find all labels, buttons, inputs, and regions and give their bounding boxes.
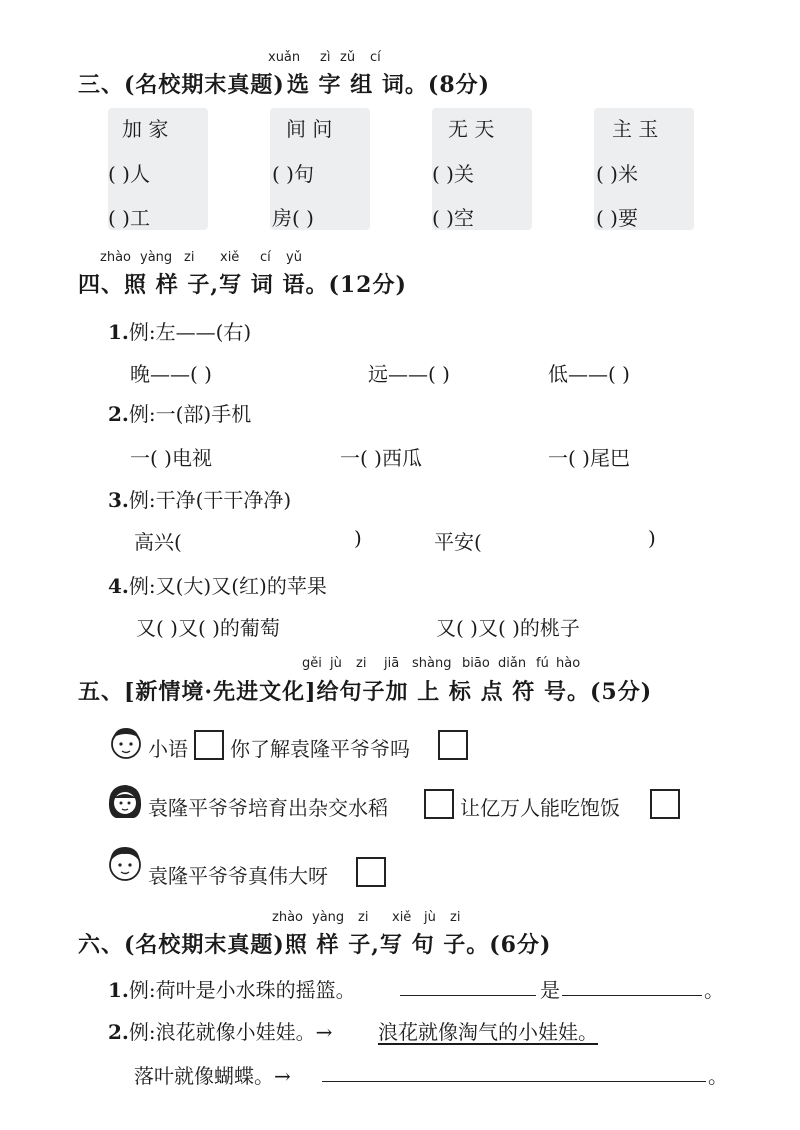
fill-blank[interactable]: 远——( ) [368, 362, 450, 386]
pinyin: zi [184, 250, 195, 265]
pinyin: jiā [384, 656, 400, 671]
pinyin: zi [450, 910, 461, 925]
boy-face-icon [104, 842, 146, 884]
fill-blank[interactable]: ( )句 [272, 162, 314, 186]
dialogue-text: 小语 [148, 737, 188, 761]
pinyin: shàng [412, 656, 452, 671]
punctuation-box[interactable] [438, 730, 468, 760]
fill-blank[interactable]: ( )要 [596, 206, 638, 230]
connector-text: 是 [540, 978, 560, 1002]
section-5-title: 五、[新情境·先进文化]给句子加 上 标 点 符 号。(5分) [78, 679, 653, 705]
fill-blank-open[interactable]: 高兴( [134, 530, 182, 554]
fill-blank[interactable]: 晚——( ) [130, 362, 212, 386]
dialogue-text: 袁隆平爷爷培育出杂交水稻 [148, 796, 388, 820]
question-3-example: 3.例:干净(干干净净) [108, 488, 292, 512]
char-pair: 无 天 [448, 117, 495, 141]
dialogue-text: 袁隆平爷爷真伟大呀 [148, 864, 328, 888]
question-4-example: 4.例:又(大)又(红)的苹果 [108, 574, 327, 598]
fill-blank[interactable]: 一( )西瓜 [340, 446, 422, 470]
section-3-title: 三、(名校期末真题)选 字 组 词。(8分) [78, 72, 491, 98]
pinyin: zi [358, 910, 369, 925]
fill-blank[interactable]: ( )米 [596, 162, 638, 186]
fill-blank-close: ) [648, 526, 656, 550]
question-1-example: 1.例:左——(右) [108, 320, 252, 344]
prompt-text: 落叶就像蝴蝶。→ [134, 1064, 291, 1088]
pinyin: biāo [462, 656, 490, 671]
pinyin: hào [556, 656, 581, 671]
question-2-example: 2.例:一(部)手机 [108, 402, 252, 426]
pinyin: fú [536, 656, 549, 671]
pinyin: xiě [392, 910, 412, 925]
dialogue-text: 你了解袁隆平爷爷吗 [230, 737, 410, 761]
punctuation-box[interactable] [650, 789, 680, 819]
period: 。 [704, 978, 724, 1002]
pinyin: cí [370, 50, 381, 65]
fill-blank[interactable]: 房( ) [272, 206, 314, 230]
answer-line[interactable] [322, 1081, 706, 1082]
pinyin: xuǎn [268, 50, 301, 65]
fill-blank[interactable]: ( )工 [108, 206, 150, 230]
fill-blank-open[interactable]: 平安( [434, 530, 482, 554]
fill-blank[interactable]: 低——( ) [548, 362, 630, 386]
fill-blank-close: ) [354, 526, 362, 550]
pinyin: jù [424, 910, 436, 925]
answer-line[interactable] [400, 995, 536, 996]
fill-blank[interactable]: 一( )尾巴 [548, 446, 630, 470]
char-pair: 间 问 [286, 117, 333, 141]
pinyin: zhào [100, 250, 131, 265]
fill-blank[interactable]: 又( )又( )的桃子 [436, 616, 580, 640]
punctuation-box[interactable] [356, 857, 386, 887]
char-pair: 主 玉 [612, 117, 659, 141]
answer-line[interactable] [562, 995, 702, 996]
pinyin: cí [260, 250, 271, 265]
period: 。 [708, 1064, 728, 1088]
pinyin: yàng [140, 250, 173, 265]
fill-blank[interactable]: 一( )电视 [130, 446, 212, 470]
example-answer: 浪花就像淘气的小娃娃。 [378, 1020, 598, 1044]
pinyin: yǔ [286, 250, 302, 265]
pinyin: diǎn [498, 656, 527, 671]
pinyin: xiě [220, 250, 240, 265]
pinyin: gěi [302, 656, 322, 671]
section-4-title: 四、照 样 子,写 词 语。(12分) [78, 272, 407, 298]
dialogue-text: 让亿万人能吃饱饭 [460, 796, 620, 820]
pinyin: yàng [312, 910, 345, 925]
pinyin: zì [320, 50, 331, 65]
pinyin: zi [356, 656, 367, 671]
pinyin: jù [330, 656, 342, 671]
fill-blank[interactable]: ( )关 [432, 162, 474, 186]
fill-blank[interactable]: ( )空 [432, 206, 474, 230]
punctuation-box[interactable] [424, 789, 454, 819]
pinyin: zhào [272, 910, 303, 925]
question-1-example: 1.例:荷叶是小水珠的摇篮。 [108, 978, 356, 1002]
pinyin: zǔ [340, 50, 356, 65]
section-6-title: 六、(名校期末真题)照 样 子,写 句 子。(6分) [78, 932, 552, 958]
question-2-example: 2.例:浪花就像小娃娃。→ [108, 1020, 333, 1044]
punctuation-box[interactable] [194, 730, 224, 760]
woman-face-icon [104, 780, 146, 822]
fill-blank[interactable]: 又( )又( )的葡萄 [136, 616, 280, 640]
fill-blank[interactable]: ( )人 [108, 162, 150, 186]
girl-face-icon [106, 722, 146, 762]
char-pair: 加 家 [122, 117, 169, 141]
